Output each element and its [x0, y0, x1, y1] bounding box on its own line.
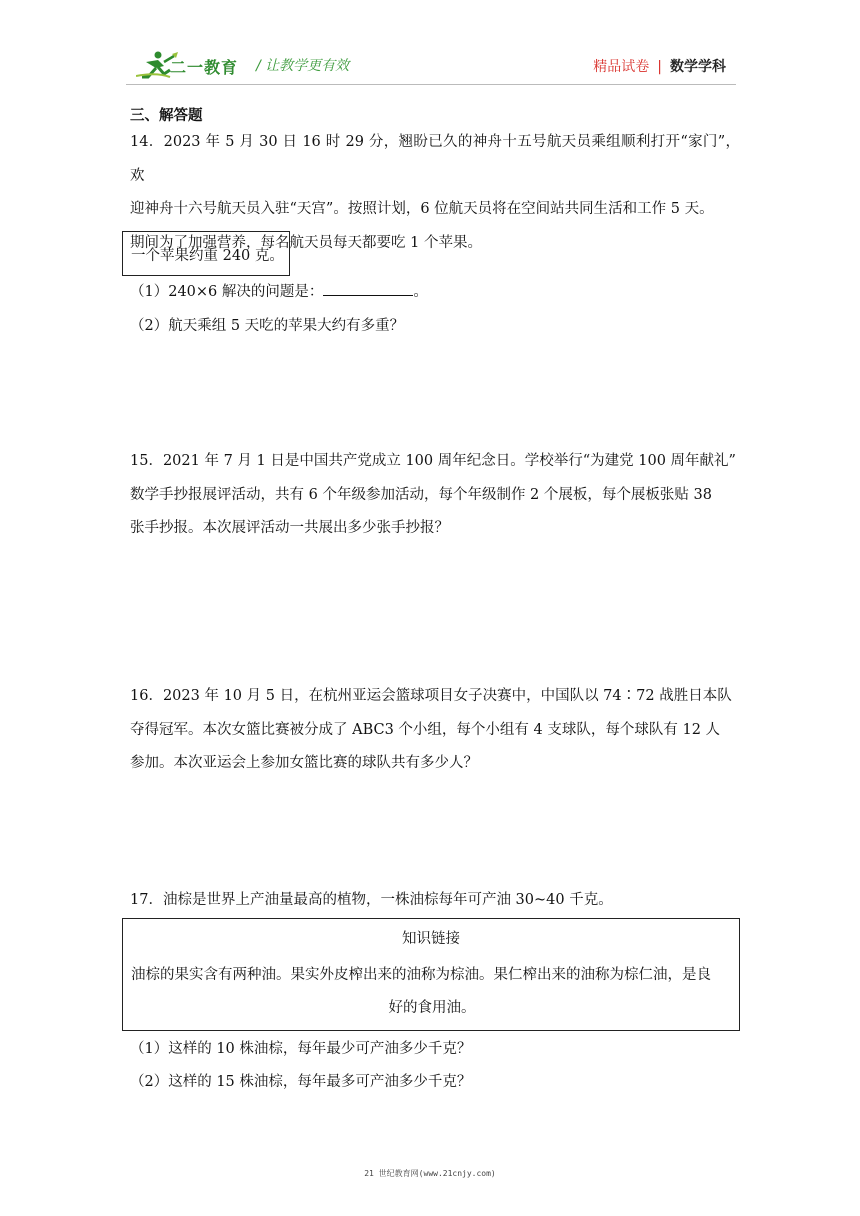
- q14-sub1-text: （1）240×6 解决的问题是：: [130, 284, 324, 300]
- q17-knowledge-box: [122, 918, 740, 1031]
- q16-line: 夺得冠军。本次女篮比赛被分成了 ABC3 个小组，每个小组有 4 支球队，每个球队有 12 人: [130, 721, 721, 738]
- q16-line: 参加。本次亚运会上参加女篮比赛的球队共有多少人？: [130, 755, 478, 771]
- q14-line: 迎神舟十六号航天员入驻“天宫”。按照计划，6 位航天员将在空间站共同生活和工作 5 天。: [130, 201, 714, 217]
- header-subject: [593, 56, 726, 76]
- knowledge-line: 好的食用油。: [388, 1000, 476, 1016]
- q17-sub1: （1）这样的 10 株油棕，每年最少可产油多少千克？: [130, 1041, 472, 1057]
- q14-sub1-end: 。: [413, 284, 428, 300]
- q14-sub1: [130, 276, 740, 310]
- header-separator: |: [657, 59, 662, 75]
- q14-line: 期间为了加强营养，每名航天员每天都要吃 1 个苹果。: [130, 234, 482, 251]
- logo-text: 二一教育: [170, 58, 239, 77]
- question-16: [130, 680, 740, 781]
- question-17: 17．油棕是世界上产油量最高的植物，一株油棕每年可产油 30~40 千克。: [130, 892, 613, 908]
- header-label-subject: 数学学科: [670, 59, 726, 75]
- q17-sub2: （2）这样的 15 株油棕，每年最多可产油多少千克？: [130, 1074, 472, 1090]
- header-divider: [126, 84, 736, 85]
- knowledge-box-body: [131, 959, 733, 1025]
- answer-blank[interactable]: [323, 281, 413, 296]
- page-header: [0, 0, 860, 100]
- slogan: / 让教学更有效: [256, 58, 350, 74]
- q14-line: 14．2023 年 5 月 30 日 16 时 29 分，翘盼已久的神舟十五号航天员乘组顺利打开“家门”，欢: [130, 134, 740, 184]
- q14-info-box: [122, 231, 290, 276]
- q16-line: 16．2023 年 10 月 5 日，在杭州亚运会篮球项目女子决赛中，中国队以 74∶72 战胜日本队: [130, 688, 732, 704]
- q15-line: 数学手抄报展评活动，共有 6 个年级参加活动，每个年级制作 2 个展板，每个展板张贴 38: [130, 486, 712, 503]
- question-15: [130, 445, 740, 546]
- q15-line: 张手抄报。本次展评活动一共展出多少张手抄报？: [130, 520, 449, 536]
- q14-box-text: 一个苹果约重 240 克。: [131, 248, 284, 264]
- knowledge-box-title: 知识链接: [402, 931, 460, 947]
- page-footer: 21 世纪教育网(www.21cnjy.com): [364, 1169, 496, 1178]
- header-label-premium: 精品试卷: [593, 59, 650, 75]
- knowledge-line: 油棕的果实含有两种油。果实外皮榨出来的油称为棕油。果仁榨出来的油称为棕仁油，是良: [131, 967, 711, 983]
- section-title: 三、解答题: [130, 108, 203, 124]
- q15-line: 15．2021 年 7 月 1 日是中国共产党成立 100 周年纪念日。学校举行“为建党 100 周年献礼”: [130, 453, 736, 469]
- q14-sub2: （2）航天乘组 5 天吃的苹果大约有多重？: [130, 318, 405, 334]
